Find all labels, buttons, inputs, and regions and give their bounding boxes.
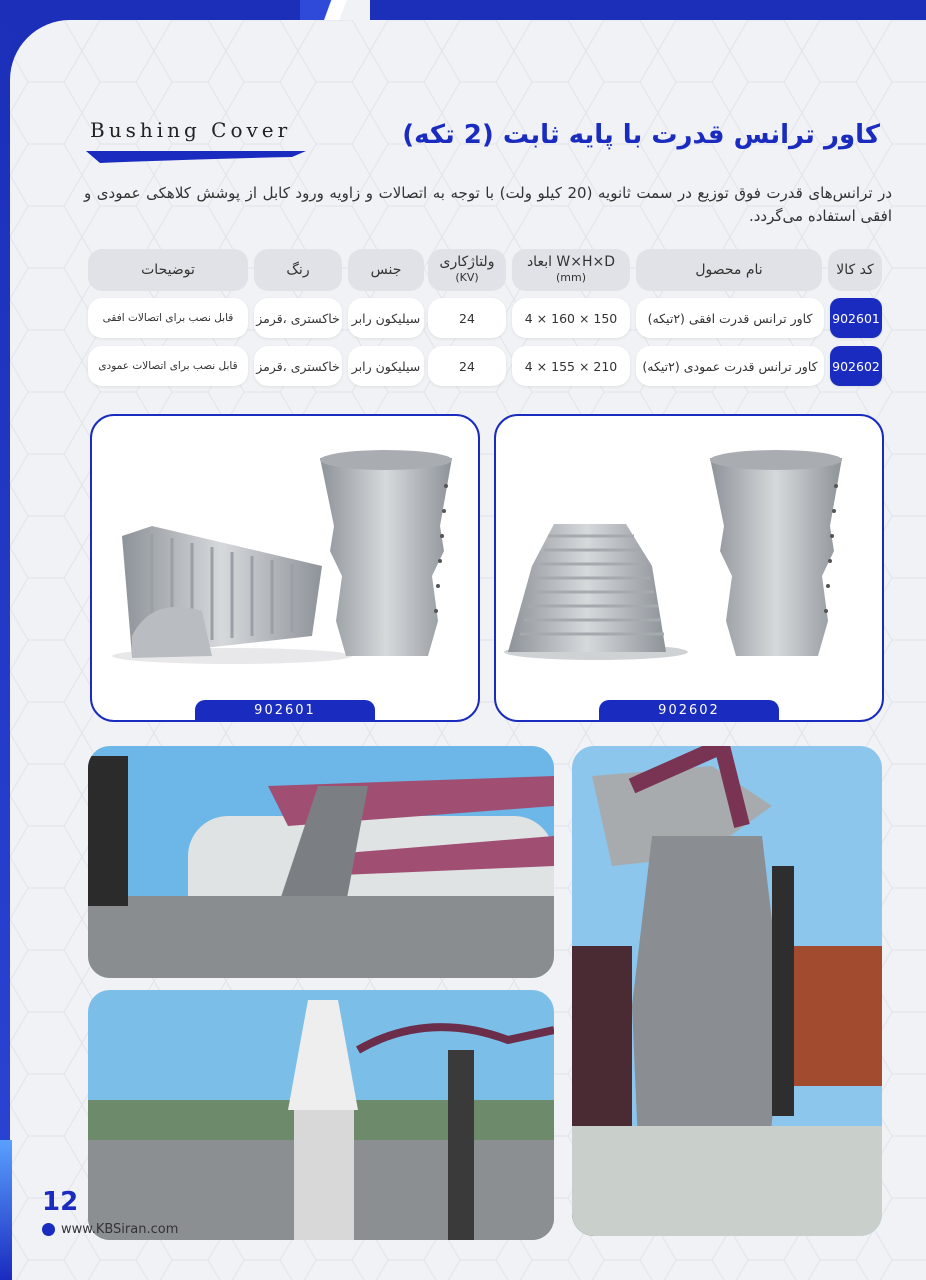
product-code-tag-2: 902602 <box>599 700 779 722</box>
row1-color: خاکستری ،قرمز <box>254 298 342 338</box>
product-image-vertical <box>496 416 882 716</box>
row1-dims: 150 × 160 × 4 <box>512 298 630 338</box>
row1-name: کاور ترانس قدرت افقی (۲تیکه) <box>636 298 824 338</box>
left-accent-bar <box>0 1140 12 1280</box>
website-text: www.KBSiran.com <box>61 1222 179 1237</box>
row1-voltage: 24 <box>428 298 506 338</box>
installation-photo-2 <box>88 990 554 1240</box>
product-card-902602 <box>494 414 884 722</box>
row2-code: 902602 <box>830 346 882 386</box>
globe-icon <box>42 1223 55 1236</box>
row2-material: سیلیکون رابر <box>348 346 424 386</box>
persian-title: کاور ترانس قدرت با پایه ثابت (2 تکه) <box>402 120 880 150</box>
row1-code: 902601 <box>830 298 882 338</box>
header-code: کد کالا <box>828 249 882 291</box>
installation-photo-1 <box>88 746 554 978</box>
title-underline <box>86 149 306 163</box>
installation-photo-3 <box>572 746 882 1236</box>
row1-notes: قابل نصب برای اتصالات افقی <box>88 298 248 338</box>
header-voltage: ولتاژکاری (KV) <box>428 249 506 291</box>
top-corner-band <box>0 0 360 20</box>
row2-dims: 210 × 155 × 4 <box>512 346 630 386</box>
product-image-horizontal <box>92 416 478 716</box>
header-dims: ابعاد W×H×D (mm) <box>512 249 630 291</box>
product-card-902601 <box>90 414 480 722</box>
website-url <box>42 1222 178 1237</box>
product-code-tag-1: 902601 <box>195 700 375 722</box>
row2-notes: قابل نصب برای اتصالات عمودی <box>88 346 248 386</box>
row1-material: سیلیکون رابر <box>348 298 424 338</box>
description-text: در ترانس‌های قدرت فوق توزیع در سمت ثانویه (20 کیلو ولت) با توجه به اتصالات و زاویه ورود کابل از پوشش کلاهکی عمودی و افقی استفاده می‌گردد. <box>84 184 892 225</box>
header-color: رنگ <box>254 249 342 291</box>
row2-voltage: 24 <box>428 346 506 386</box>
header-notes: توضیحات <box>88 249 248 291</box>
row2-color: خاکستری ،قرمز <box>254 346 342 386</box>
header-material: جنس <box>348 249 424 291</box>
header-name: نام محصول <box>636 249 822 291</box>
left-edge-strip <box>0 0 10 1280</box>
page-number: 12 <box>42 1187 79 1217</box>
row2-name: کاور ترانس قدرت عمودی (۲تیکه) <box>636 346 824 386</box>
english-title: Bushing Cover <box>90 118 292 142</box>
